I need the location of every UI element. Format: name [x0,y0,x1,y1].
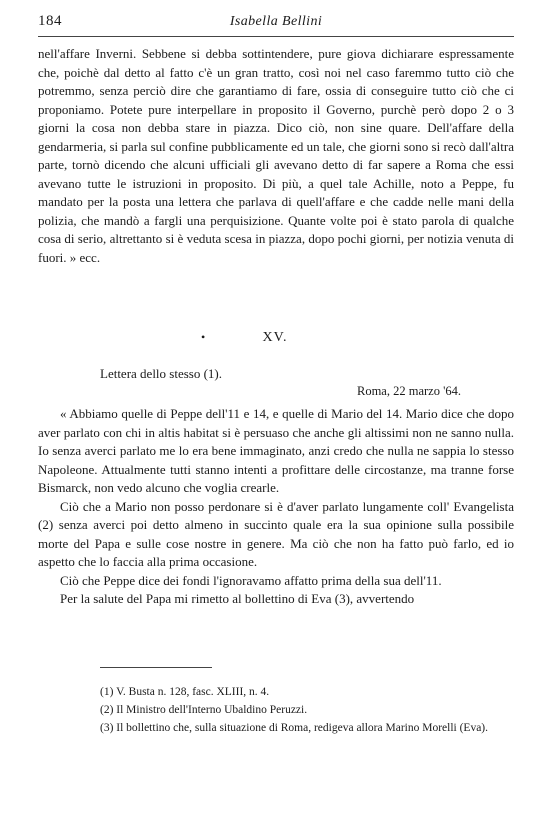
paragraph: Ciò che Peppe dice dei fondi l'ignoravamo affatto prima della sua dell'11. [60,572,442,588]
letter-body [38,405,514,609]
paragraph: nell'affare Inverni. Sebbene si debba sottintendere, pure giova dichiarare espressamente che, poichè dal detto al fatto c'è un gran tratto, così noi nel caso faremmo tutto ciò che potremmo, senza perciò dire che garantiamo di fare, ossia di conseguire tutto ciò che ci proponiamo. Potete pure interpellare in proposito il Governo, purchè però dopo 2 o 3 giorni la cosa non debba stare in piazza. Dico ciò, non sine quare. Dell'affare della gendarmeria, si parla sul confine pubblicamente ed un tale, che giorni sono si recò dall'altra parte, tornò dicendo che alcuni ufficiali gli avevano detto di far sapere a Roma che essi avevano tutte le istruzioni in proposito. Di più, a quel tale Achille, noto a Peppe, fu mandato per la posta una lettera che parlava di quell'affare e che cadde nelle mani della polizia, che mandò a fargli una perquisizione. Quante volte poi è stato parola di qualche cosa di serio, altrettanto si è veduta scesa in piazza, dopo pochi giorni, per notizia venuta di fuori. » ecc. [38,46,514,265]
footnote-rule [100,667,212,668]
section-bullet: • [201,330,206,344]
letter-dateline: Roma, 22 marzo '64. [357,384,461,398]
footnote: (1) V. Busta n. 128, fasc. XLIII, n. 4. [100,686,270,698]
section-heading [0,330,550,352]
page-number: 184 [38,13,62,29]
paragraph: Ciò che a Mario non posso perdonare si è d'aver parlato lungamente coll' Evangelista (2) senza averci poi detto almeno in succinto quale era la sua opinione sulla possibile morte del Papa e sulle cose nostre in genere. Ma ciò che non ha fatto può farlo, ed io aspetto che lo faccia alla prima occasione. [38,498,514,569]
footnotes [100,683,514,737]
page-header [38,12,514,37]
letter-continuation [38,45,514,267]
footnote: (3) Il bollettino che, sulla situazione di Roma, redigeva allora Marino Morelli (Eva). [100,722,489,734]
running-head: Isabella Bellini [229,14,323,29]
paragraph: Per la salute del Papa mi rimetto al bollettino di Eva (3), avvertendo [60,591,415,606]
section-title: XV. [262,330,288,345]
paragraph: « Abbiamo quelle di Peppe dell'11 e 14, e quelle di Mario del 14. Mario dice che dopo aver parlato con chi in altis habitat si è persuaso che anche gli altissimi non ne sanno nulla. Io senza averci parlato me lo era bene immaginato, anzi credo che nulla ne sappia lo stesso Napoleone. Attualmente tutti stanno intenti a profittare delle circostanze, ma tranne forse Bismarck, non vedo alcuno che voglia crearle. [38,406,514,495]
letter-title: Lettera dello stesso (1). [100,366,223,381]
footnote: (2) Il Ministro dell'Interno Ubaldino Peruzzi. [100,704,308,716]
